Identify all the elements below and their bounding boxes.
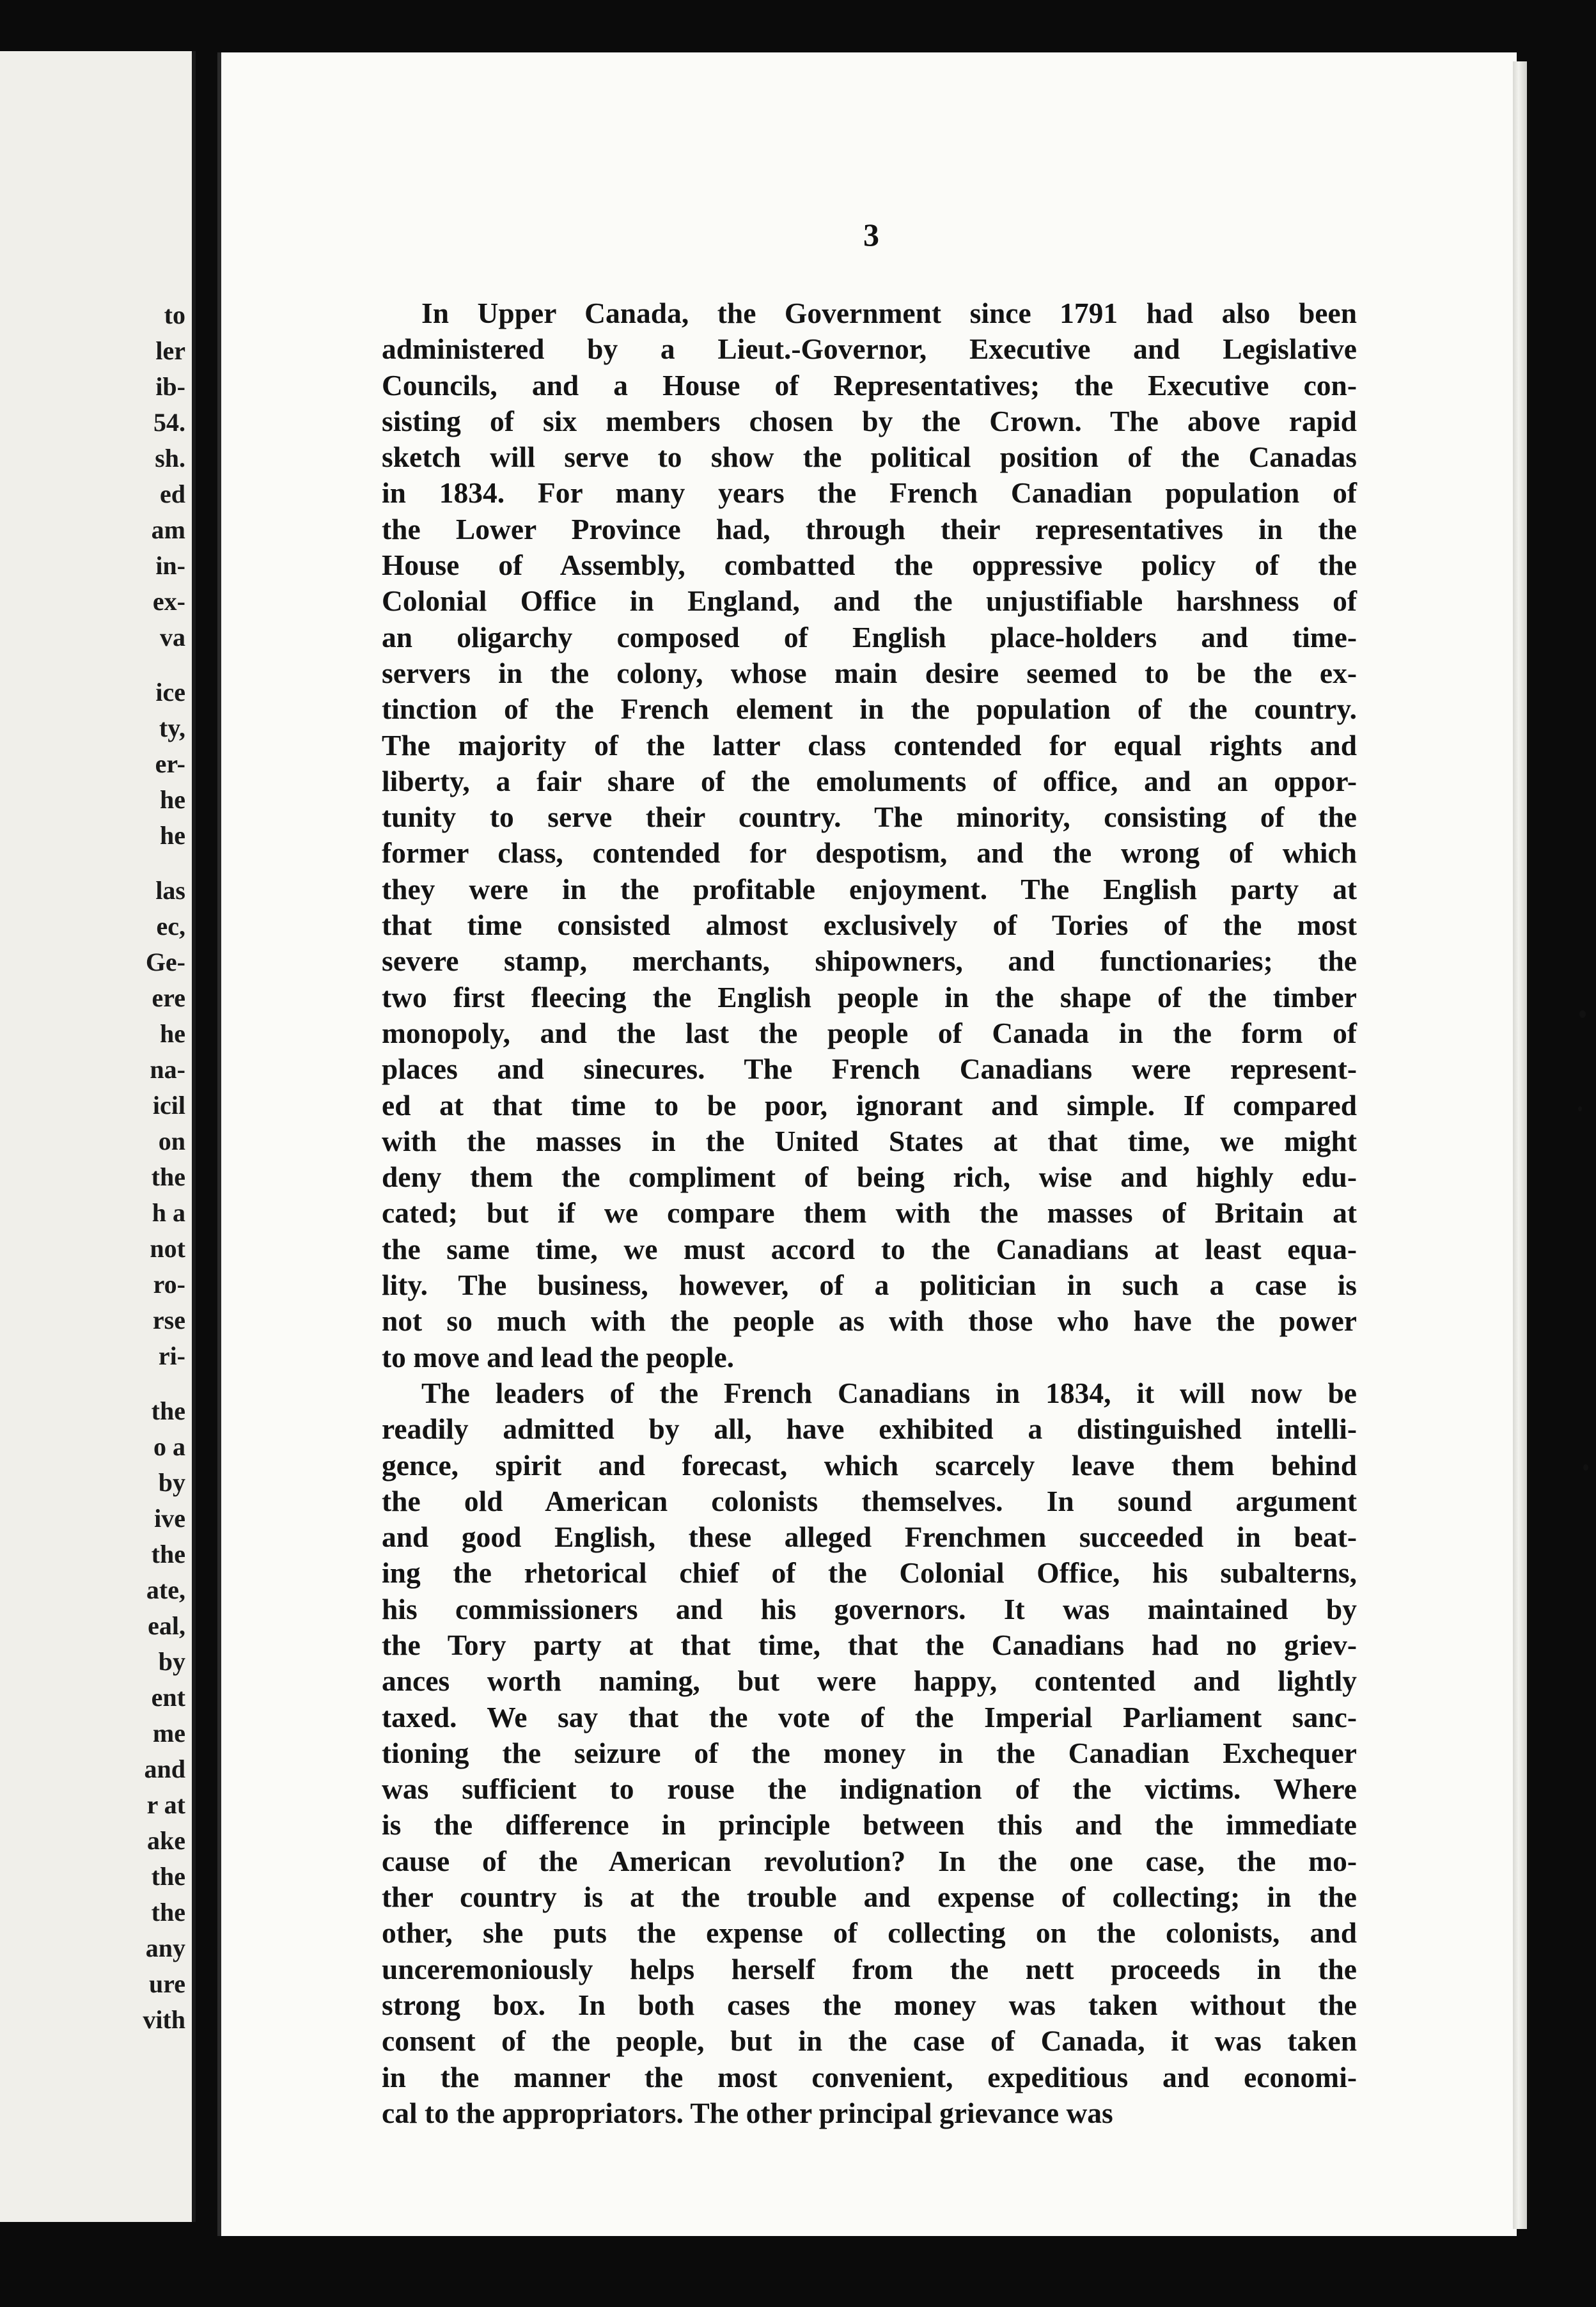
facing-page-fragment: any (145, 1934, 185, 1962)
facing-page-fragment: va (160, 623, 185, 652)
facing-page-fragment: vith (143, 2005, 185, 2034)
text-line: to move and lead the people. (382, 1340, 735, 1373)
facing-page-fragment: the (151, 1396, 185, 1425)
facing-page-fragment: r at (146, 1790, 185, 1819)
facing-page-fragment: the (151, 1898, 185, 1927)
body-text (382, 295, 1357, 2131)
facing-page-fragment: er- (155, 749, 185, 778)
facing-page-fragment: ro- (153, 1270, 185, 1299)
text-line: cause of the American revolution? In the one case, the mo- (382, 1844, 1357, 1877)
facing-page-fragment: 54. (153, 408, 185, 437)
facing-page-fragment: las (155, 876, 185, 905)
text-line: ing the rhetorical chief of the Colonial Office, his subalterns, (382, 1556, 1357, 1590)
text-line: that time consisted almost exclusively of Tories of the most (382, 909, 1357, 942)
text-line: in 1834. For many years the French Canadian population of (382, 476, 1357, 510)
facing-page-fragment: ate, (146, 1576, 185, 1604)
text-line: cal to the appropriators. The other principal grievance was (382, 2096, 1113, 2129)
text-line: sisting of six members chosen by the Crown. The above rapid (382, 404, 1357, 437)
text-line: the same time, we must accord to the Canadians at least equa- (382, 1232, 1357, 1265)
text-line: The leaders of the French Canadians in 1834, it will now be (421, 1376, 1357, 1409)
text-line: The majority of the latter class contended for equal rights and (382, 728, 1357, 762)
facing-page-fragment: ty, (159, 714, 185, 742)
text-line: was sufficient to rouse the indignation of the victims. Where (382, 1772, 1357, 1806)
facing-page-fragment: the (151, 1162, 185, 1191)
text-line: the Lower Province had, through their representatives in the (382, 512, 1357, 545)
facing-page-fragment: he (160, 785, 185, 814)
text-line: readily admitted by all, have exhibited a distinguished intelli- (382, 1412, 1357, 1446)
text-line: they were in the profitable enjoyment. The English party at (382, 872, 1357, 905)
ink-speck (1578, 1106, 1582, 1111)
page-number: 3 (863, 217, 879, 253)
facing-page-fragment: ri- (158, 1341, 185, 1370)
text-line: liberty, a fair share of the emoluments of office, and an oppor- (382, 764, 1357, 797)
facing-page-fragment: ice (155, 678, 185, 707)
facing-page-fragment: he (160, 821, 185, 850)
facing-page-fragment: Ge- (145, 948, 185, 976)
facing-page-fragment: na- (150, 1055, 185, 1084)
text-line: administered by a Lieut.-Governor, Executive and Legislative (382, 332, 1357, 366)
facing-page-fragment: o a (153, 1432, 185, 1461)
facing-page-fragment: ib- (155, 372, 185, 401)
facing-page-fragment: he (160, 1019, 185, 1048)
text-line: his commissioners and his governors. It was maintained by (382, 1592, 1357, 1625)
text-line: ances worth naming, but were happy, contented and lightly (382, 1664, 1357, 1698)
text-line: gence, spirit and forecast, which scarcely leave them behind (382, 1448, 1357, 1482)
text-line: tinction of the French element in the population of the country. (382, 692, 1357, 726)
facing-page-fragment: not (150, 1234, 185, 1263)
facing-page-fragment: eal, (148, 1611, 185, 1640)
facing-page-fragment: on (158, 1127, 185, 1155)
facing-page-fragment: to (164, 301, 185, 329)
text-line: sketch will serve to show the political position of the Canadas (382, 441, 1357, 474)
facing-page-fragment: ure (148, 1969, 185, 1998)
text-line: unceremoniously helps herself from the nett proceeds in the (382, 1952, 1357, 1985)
facing-page-fragment: ex- (152, 587, 185, 616)
facing-page-fragment: ake (147, 1826, 185, 1855)
facing-page-fragment: the (151, 1862, 185, 1891)
text-line: severe stamp, merchants, shipowners, and functionaries; the (382, 944, 1357, 978)
facing-page-fragment: in- (155, 551, 185, 580)
text-line: two first fleecing the English people in the shape of the timber (382, 980, 1357, 1013)
facing-page-fragment: by (158, 1468, 185, 1497)
text-line: deny them the compliment of being rich, wise and highly edu- (382, 1161, 1357, 1194)
text-line: Colonial Office in England, and the unjustifiable harshness of (382, 584, 1357, 618)
facing-page-fragment: and (144, 1755, 185, 1783)
text-line: with the masses in the United States at that time, we might (382, 1124, 1357, 1157)
text-line: an oligarchy composed of English place-holders and time- (382, 620, 1357, 653)
text-line: other, she puts the expense of collecting on the colonists, and (382, 1916, 1357, 1950)
text-line: servers in the colony, whose main desire seemed to be the ex- (382, 656, 1357, 689)
ink-speck (1579, 1010, 1586, 1018)
text-line: and good English, these alleged Frenchmen succeeded in beat- (382, 1521, 1357, 1554)
facing-page-fragment: ere (152, 983, 185, 1012)
facing-page-fragment: me (152, 1719, 185, 1748)
facing-page-fragment: sh. (155, 444, 185, 473)
facing-page (0, 51, 196, 2222)
text-line: is the difference in principle between this and the immediate (382, 1808, 1357, 1842)
ink-speck (1583, 1464, 1588, 1471)
text-line: places and sinecures. The French Canadians were represent- (382, 1052, 1357, 1086)
page-edge (1513, 61, 1527, 2229)
text-line: the old American colonists themselves. In sound argument (382, 1484, 1357, 1517)
text-line: the Tory party at that time, that the Canadians had no griev- (382, 1628, 1357, 1661)
facing-page-fragment: ed (160, 480, 185, 508)
text-line: ther country is at the trouble and expense of collecting; in the (382, 1881, 1357, 1914)
text-line: strong box. In both cases the money was taken without the (382, 1988, 1357, 2021)
text-line: ed at that time to be poor, ignorant and simple. If compared (382, 1088, 1357, 1122)
facing-page-fragment: by (158, 1647, 185, 1676)
text-line: monopoly, and the last the people of Canada in the form of (382, 1016, 1357, 1049)
facing-page-fragment: h a (152, 1198, 185, 1227)
facing-page-fragment: ent (151, 1683, 185, 1712)
facing-page-fragment: ler (155, 336, 185, 365)
text-line: In Upper Canada, the Government since 1791 had also been (421, 297, 1357, 329)
facing-page-fragment: ive (154, 1504, 185, 1533)
text-line: taxed. We say that the vote of the Imperial Parliament sanc- (382, 1700, 1357, 1733)
text-line: Councils, and a House of Representatives; the Executive con- (382, 368, 1357, 402)
facing-page-fragment: icil (152, 1091, 185, 1120)
facing-page-fragment: am (151, 515, 185, 544)
text-line: in the manner the most convenient, expeditious and economi- (382, 2060, 1357, 2093)
text-line: consent of the people, but in the case of Canada, it was taken (382, 2024, 1357, 2058)
facing-page-fragment: rse (152, 1306, 185, 1334)
text-line: tioning the seizure of the money in the Canadian Exchequer (382, 1736, 1357, 1769)
facing-page-fragment: ec, (156, 912, 185, 941)
text-line: lity. The business, however, of a politician in such a case is (382, 1269, 1357, 1302)
text-line: former class, contended for despotism, and the wrong of which (382, 836, 1357, 870)
text-line: House of Assembly, combatted the oppressive policy of the (382, 549, 1357, 582)
text-line: tunity to serve their country. The minority, consisting of the (382, 801, 1357, 834)
facing-page-fragment: the (151, 1540, 185, 1568)
text-line: not so much with the people as with those who have the power (382, 1304, 1357, 1338)
text-line: cated; but if we compare them with the masses of Britain at (382, 1196, 1357, 1230)
